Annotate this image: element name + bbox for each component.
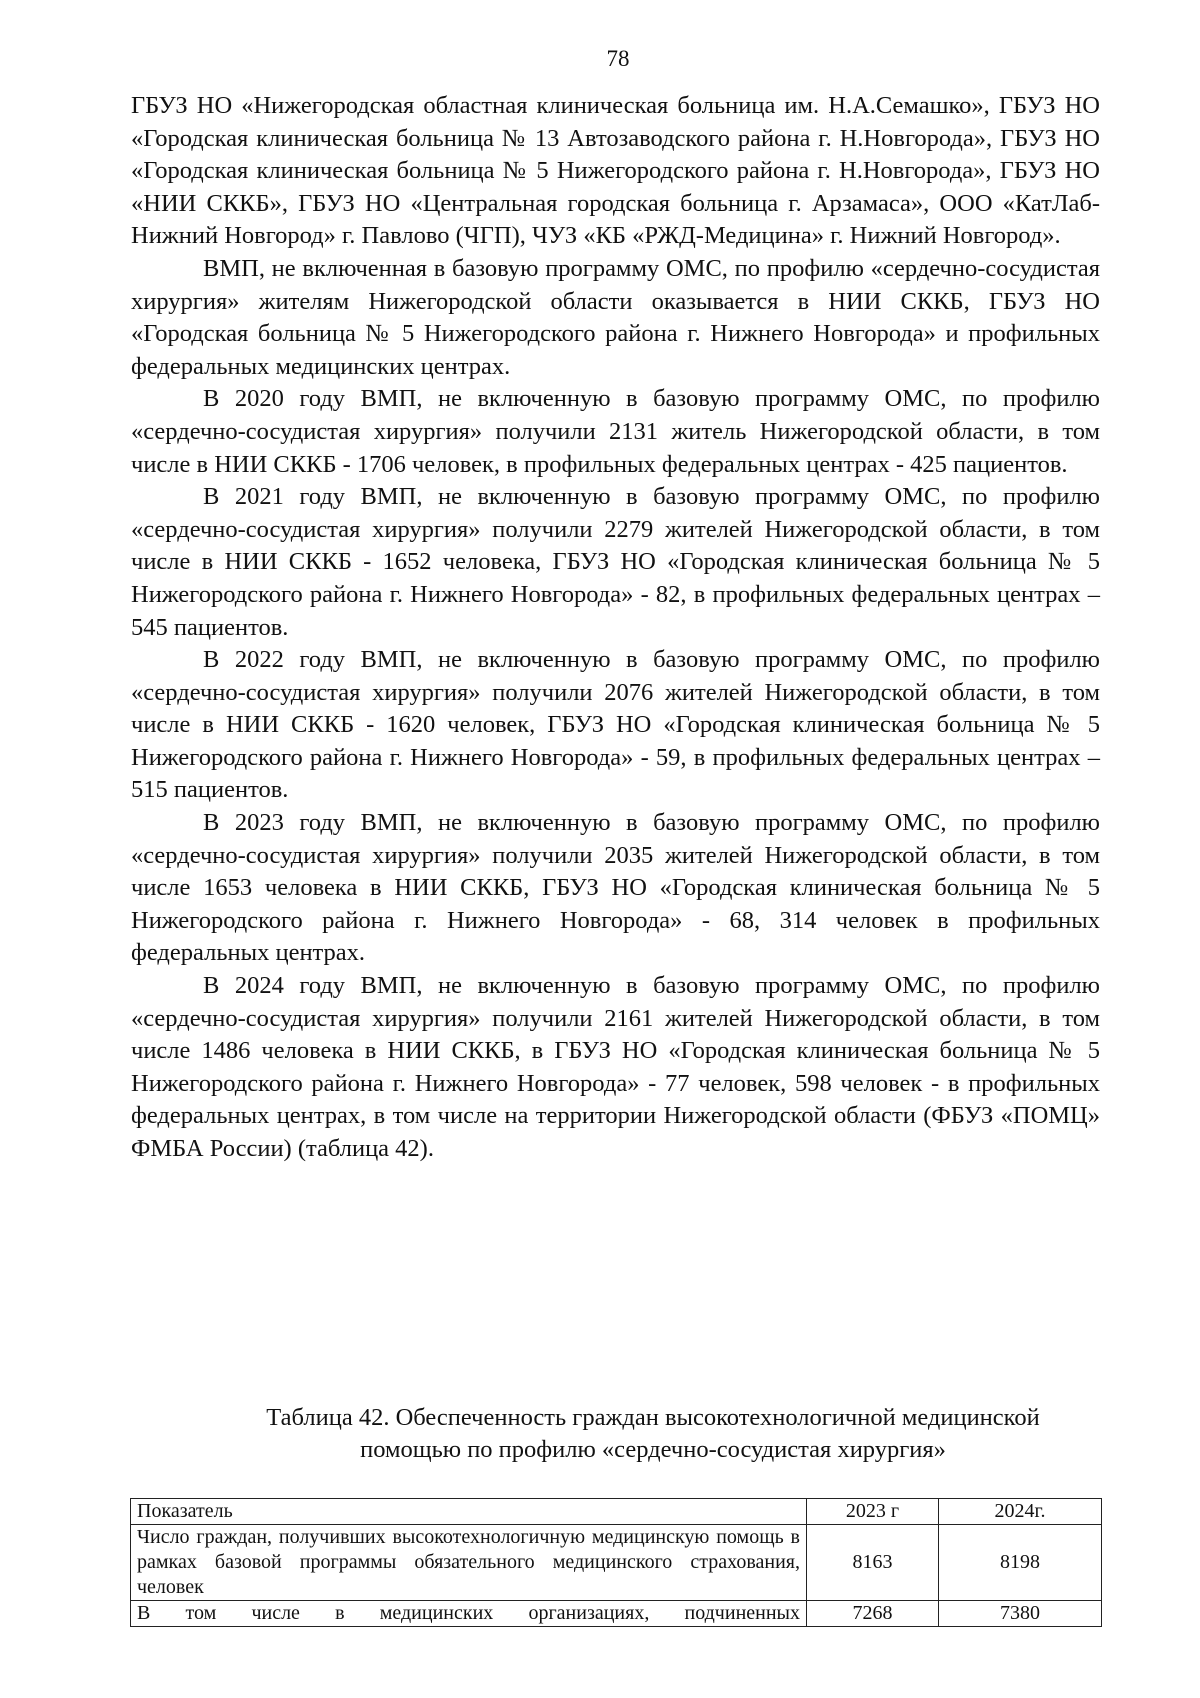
- table-caption: [131, 1402, 1100, 1466]
- table-header-row: [131, 1499, 1102, 1525]
- row-label: Число граждан, получивших высокотехнологичную медицинскую помощь в рамках базовой программы обязательного медицинского страхования, человек: [131, 1525, 807, 1601]
- header-2024: 2024г.: [939, 1499, 1102, 1525]
- header-indicator: Показатель: [131, 1499, 807, 1525]
- data-table: [130, 1498, 1102, 1627]
- paragraph-year-2023: В 2023 году ВМП, не включенную в базовую программу ОМС, по профилю «сердечно-сосудистая хирургия» получили 2035 жителей Нижегородской области, в том числе 1653 человека в НИИ СККБ, ГБУЗ НО «Городская клиническая больница № 5 Нижегородского района г. Нижнего Новгорода» - 68, 314 человек в профильных федеральных центрах.: [131, 809, 1100, 967]
- table-caption-line-1: Таблица 42. Обеспеченность граждан высокотехнологичной медицинской: [266, 1404, 1040, 1431]
- paragraph-vmp-provision: ВМП, не включенная в базовую программу ОМС, по профилю «сердечно-сосудистая хирургия» жителям Нижегородской области оказывается в НИИ СККБ, ГБУЗ НО «Городская больница № 5 Нижегородского района г. Нижнего Новгорода» и профильных федеральных медицинских центрах.: [131, 254, 1100, 380]
- paragraph-year-2020: В 2020 году ВМП, не включенную в базовую программу ОМС, по профилю «сердечно-сосудистая хирургия» получили 2131 житель Нижегородской области, в том числе в НИИ СККБ - 1706 человек, в профильных федеральных центрах - 425 пациентов.: [131, 385, 1100, 478]
- row-label: В том числе в медицинских организациях, подчиненных: [131, 1601, 807, 1627]
- row-value-2023: 8163: [807, 1525, 939, 1601]
- table-row: [131, 1601, 1102, 1627]
- body-text: [131, 90, 1100, 1166]
- paragraph-year-2022: В 2022 году ВМП, не включенную в базовую программу ОМС, по профилю «сердечно-сосудистая хирургия» получили 2076 жителей Нижегородской области, в том числе в НИИ СККБ - 1620 человек, ГБУЗ НО «Городская клиническая больница № 5 Нижегородского района г. Нижнего Новгорода» - 59, в профильных федеральных центрах – 515 пациентов.: [131, 646, 1100, 804]
- header-2023: 2023 г: [807, 1499, 939, 1525]
- paragraph-hospital-list: ГБУЗ НО «Нижегородская областная клиническая больница им. Н.А.Семашко», ГБУЗ НО «Городская клиническая больница № 13 Автозаводского района г. Н.Новгорода», ГБУЗ НО «Городская клиническая больница № 5 Нижегородского района г. Н.Новгорода», ГБУЗ НО «НИИ СККБ», ГБУЗ НО «Центральная городская больница г. Арзамаса», ООО «КатЛаб-Нижний Новгород» г. Павлово (ЧГП), ЧУЗ «КБ «РЖД-Медицина» г. Нижний Новгород».: [131, 92, 1100, 250]
- row-value-2023: 7268: [807, 1601, 939, 1627]
- row-value-2024: 7380: [939, 1601, 1102, 1627]
- paragraph-year-2021: В 2021 году ВМП, не включенную в базовую программу ОМС, по профилю «сердечно-сосудистая хирургия» получили 2279 жителей Нижегородской области, в том числе в НИИ СККБ - 1652 человека, ГБУЗ НО «Городская клиническая больница № 5 Нижегородского района г. Нижнего Новгорода» - 82, в профильных федеральных центрах – 545 пациентов.: [131, 483, 1100, 641]
- paragraph-year-2024: В 2024 году ВМП, не включенную в базовую программу ОМС, по профилю «сердечно-сосудистая хирургия» получили 2161 жителей Нижегородской области, в том числе 1486 человека в НИИ СККБ, в ГБУЗ НО «Городская клиническая больница № 5 Нижегородского района г. Нижнего Новгорода» - 77 человек, 598 человек - в профильных федеральных центрах, в том числе на территории Нижегородской области (ФБУЗ «ПОМЦ» ФМБА России) (таблица 42).: [131, 972, 1100, 1162]
- page-number: 78: [606, 46, 630, 71]
- table-row: [131, 1525, 1102, 1601]
- table-caption-line-2: помощью по профилю «сердечно-сосудистая хирургия»: [360, 1436, 946, 1463]
- row-value-2024: 8198: [939, 1525, 1102, 1601]
